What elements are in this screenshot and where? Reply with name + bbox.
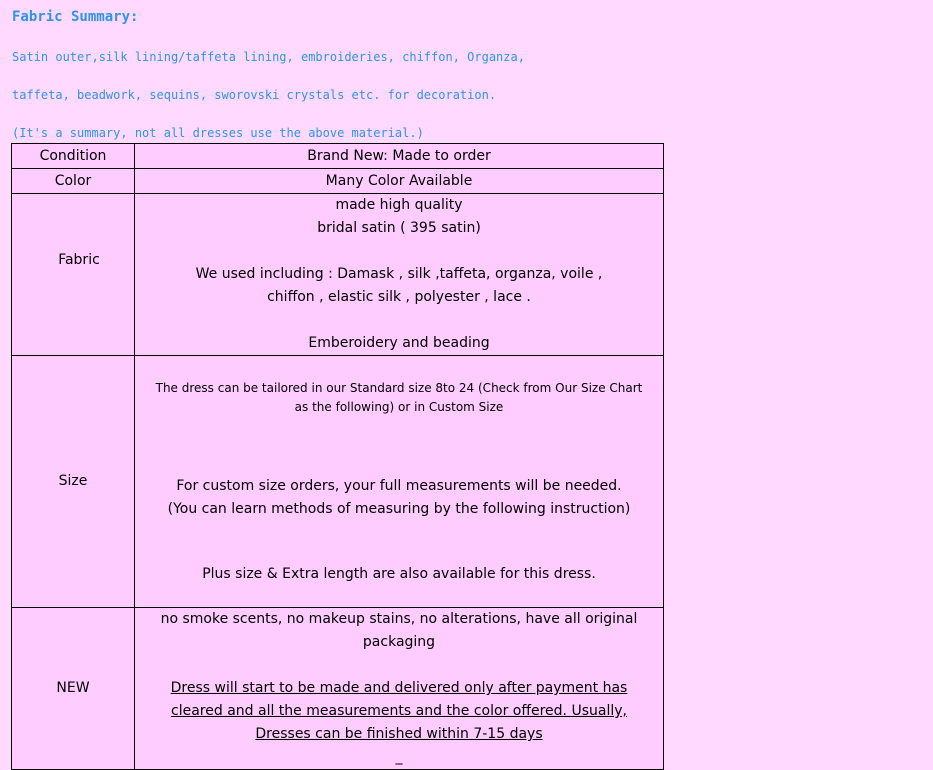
fabric-label — [12, 194, 135, 356]
table-row-new — [12, 608, 664, 770]
new-condition-line: no smoke scents, no makeup stains, no alterations, have all original packaging — [160, 611, 638, 650]
table-row-color — [12, 169, 664, 194]
fabric-line-materials-cont: chiffon , elastic silk , polyester , lace . — [267, 289, 531, 305]
size-label: Size — [12, 356, 135, 608]
size-plus-line: Plus size & Extra length are also available for this dress. — [202, 566, 596, 582]
condition-value: Brand New: Made to order — [135, 144, 664, 169]
size-instruction-line: (You can learn methods of measuring by the following instruction) — [167, 501, 631, 517]
new-value — [135, 608, 664, 770]
color-value: Many Color Available — [135, 169, 664, 194]
table-row-condition — [12, 144, 664, 169]
fabric-line-materials: We used including : Damask , silk ,taffeta, organza, voile , — [195, 266, 603, 282]
fabric-line-satin: bridal satin ( 395 satin) — [317, 220, 481, 236]
table-row-fabric — [12, 194, 664, 356]
summary-line-disclaimer: (It's a summary, not all dresses use the above material.) — [12, 126, 424, 140]
color-label: Color — [12, 169, 135, 194]
summary-line-decoration: taffeta, beadwork, sequins, sworovski crystals etc. for decoration. — [12, 88, 497, 102]
summary-line-materials: Satin outer,silk lining/taffeta lining, embroideries, chiffon, Organza, — [12, 50, 525, 64]
size-custom-line: For custom size orders, your full measurements will be needed. — [176, 478, 622, 494]
size-standard-note: The dress can be tailored in our Standard size 8to 24 (Check from Our Size Chart as the following) or in Custom Size — [155, 381, 643, 414]
table-row-size — [12, 356, 664, 608]
fabric-label-text: Fabric — [58, 252, 100, 268]
new-trailing-mark: _ — [395, 749, 403, 765]
fabric-line-embroidery: Emberoidery and beading — [308, 335, 490, 351]
new-payment-notice: Dress will start to be made and delivered only after payment has cleared and all the measurements and the color offered. Usually, Dresses can be finished within 7-15 days — [170, 680, 628, 742]
condition-label: Condition — [12, 144, 135, 169]
size-value — [135, 356, 664, 608]
fabric-line-quality: made high quality — [335, 197, 463, 213]
summary-heading: Fabric Summary: — [12, 9, 139, 25]
fabric-value — [135, 194, 664, 356]
product-spec-table — [11, 143, 664, 770]
new-label: NEW — [12, 608, 135, 770]
